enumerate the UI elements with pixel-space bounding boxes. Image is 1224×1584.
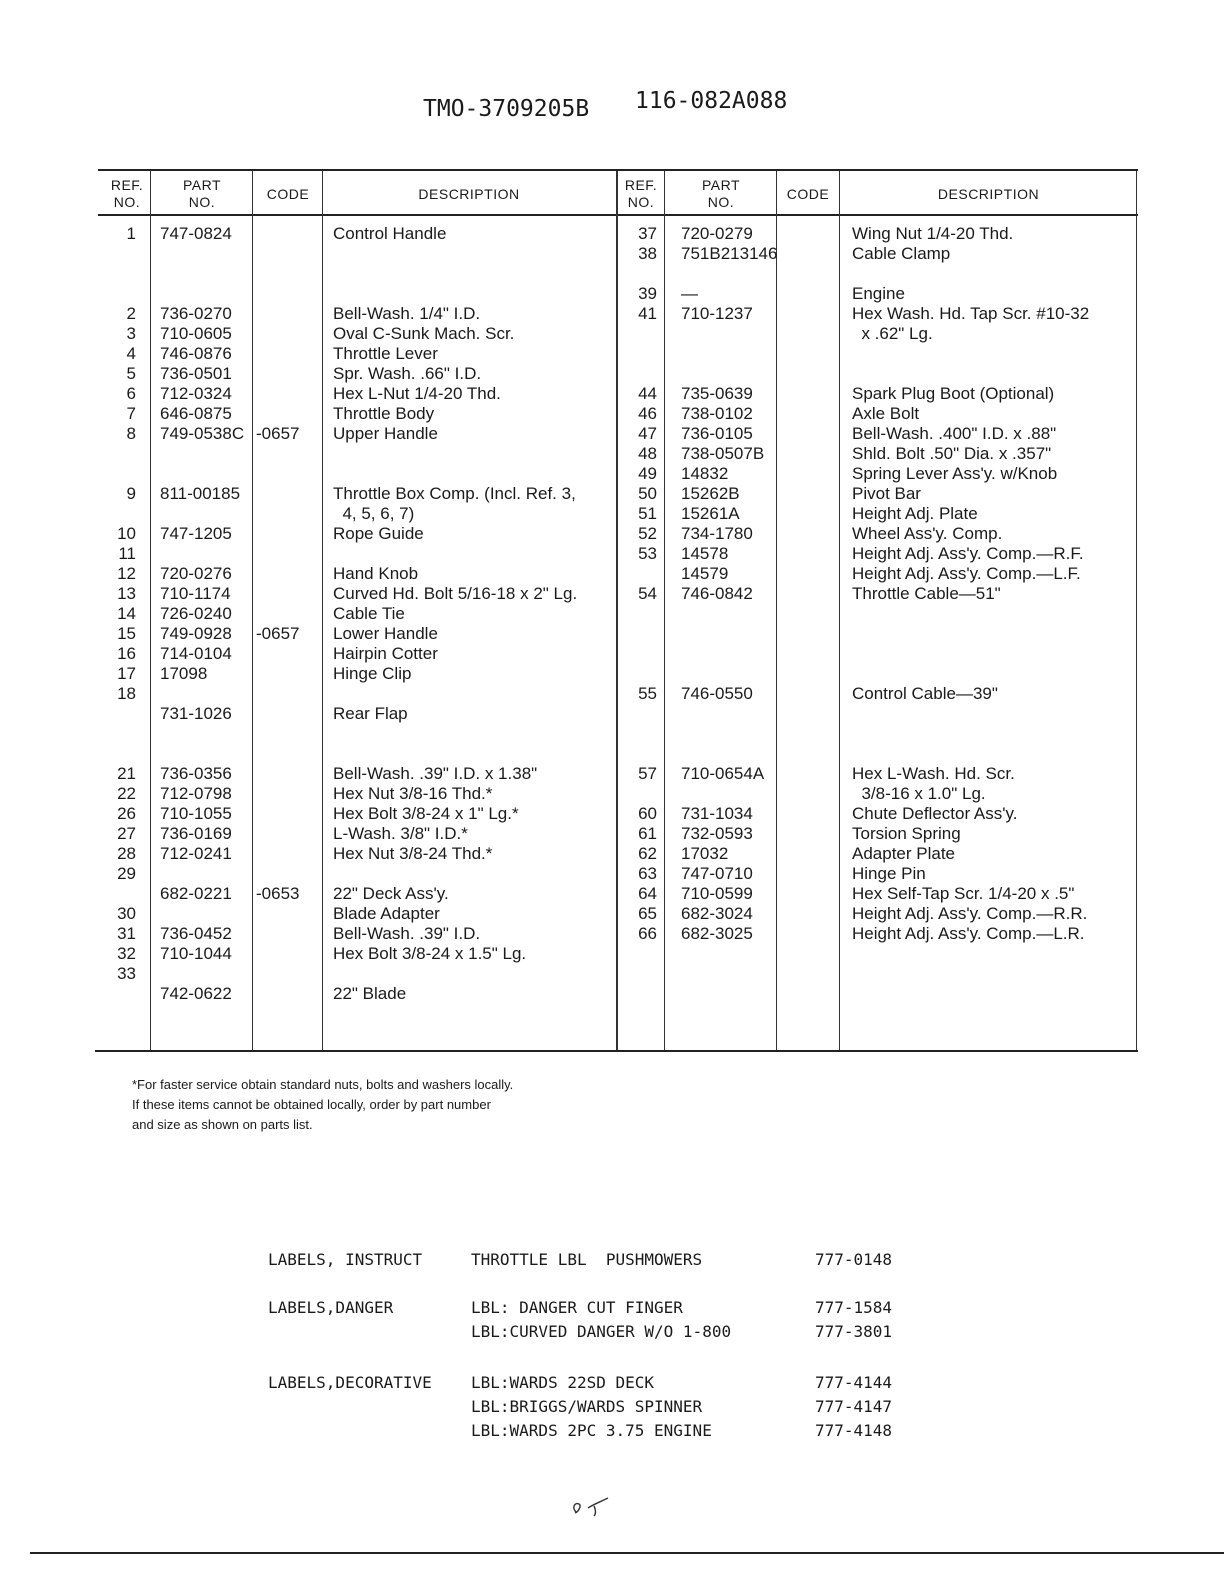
description: Spring Lever Ass'y. w/Knob bbox=[852, 464, 1058, 483]
part-number: 746-0550 bbox=[681, 684, 753, 703]
ref-number: 32 bbox=[117, 944, 136, 963]
description: Spr. Wash. .66" I.D. bbox=[333, 364, 482, 383]
footnote-line: and size as shown on parts list. bbox=[132, 1117, 313, 1132]
description: 22" Blade bbox=[333, 984, 407, 1003]
ref-number: 33 bbox=[117, 964, 136, 983]
ref-number: 66 bbox=[638, 924, 657, 943]
ref-number: 48 bbox=[638, 444, 657, 463]
ref-number: 5 bbox=[126, 364, 136, 383]
description: Control Handle bbox=[333, 224, 447, 243]
label-item: THROTTLE LBL PUSHMOWERS bbox=[471, 1250, 703, 1269]
part-number: 17032 bbox=[681, 844, 729, 863]
ref-number: 41 bbox=[638, 304, 657, 323]
footnote-line: *For faster service obtain standard nuts, bolts and washers locally. bbox=[132, 1077, 514, 1092]
ref-number: 2 bbox=[126, 304, 136, 323]
description: Bell-Wash. 1/4" I.D. bbox=[333, 304, 481, 323]
description: L-Wash. 3/8" I.D.* bbox=[333, 824, 468, 843]
part-number: 747-0710 bbox=[681, 864, 753, 883]
label-part-number: 777-4147 bbox=[815, 1397, 893, 1416]
part-number: 747-0824 bbox=[160, 224, 232, 243]
part-number: 682-3025 bbox=[681, 924, 753, 943]
code-value: -0657 bbox=[256, 624, 300, 643]
part-number: 732-0593 bbox=[681, 824, 753, 843]
ref-number: 55 bbox=[638, 684, 657, 703]
part-number: 710-1174 bbox=[160, 584, 231, 603]
description: Oval C-Sunk Mach. Scr. bbox=[333, 324, 515, 343]
label-part-number: 777-4148 bbox=[815, 1421, 893, 1440]
part-number: 14578 bbox=[681, 544, 729, 563]
description: Bell-Wash. .39" I.D. x 1.38" bbox=[333, 764, 538, 783]
ref-number: 22 bbox=[117, 784, 136, 803]
ref-number: 1 bbox=[126, 224, 136, 243]
ref-number: 21 bbox=[117, 764, 136, 783]
col-head-code: CODE bbox=[266, 186, 310, 202]
part-number: 747-1205 bbox=[160, 524, 232, 543]
part-number: 742-0622 bbox=[160, 984, 232, 1003]
ref-number: 30 bbox=[117, 904, 136, 923]
label-category: LABELS,DANGER bbox=[268, 1298, 394, 1317]
description: Shld. Bolt .50" Dia. x .357" bbox=[852, 444, 1052, 463]
part-number: 646-0875 bbox=[160, 404, 232, 423]
part-number: 712-0324 bbox=[160, 384, 232, 403]
ref-number: 8 bbox=[126, 424, 136, 443]
table-bottom-rule bbox=[95, 1050, 1138, 1052]
label-item: LBL:CURVED DANGER W/O 1-800 bbox=[471, 1322, 732, 1341]
ref-number: 37 bbox=[638, 224, 657, 243]
description: Engine bbox=[852, 284, 905, 303]
ref-number: 53 bbox=[638, 544, 657, 563]
ref-number: 15 bbox=[117, 624, 136, 643]
description: Height Adj. Ass'y. Comp.—L.F. bbox=[852, 564, 1081, 583]
part-number: 15261A bbox=[681, 504, 740, 523]
ref-number: 17 bbox=[117, 664, 136, 683]
label-item: LBL:BRIGGS/WARDS SPINNER bbox=[471, 1397, 703, 1416]
part-number: 738-0102 bbox=[681, 404, 753, 423]
ref-number: 62 bbox=[638, 844, 657, 863]
part-number: 736-0270 bbox=[160, 304, 232, 323]
ref-number: 18 bbox=[117, 684, 136, 703]
part-number: 726-0240 bbox=[160, 604, 232, 623]
col-head-part: PART NO. bbox=[182, 177, 222, 210]
col-head-ref: REF. NO. bbox=[624, 177, 658, 210]
model-code: TMO-3709205B bbox=[423, 96, 590, 122]
description: x .62" Lg. bbox=[852, 324, 933, 343]
ref-number: 51 bbox=[638, 504, 657, 523]
part-number: 712-0798 bbox=[160, 784, 232, 803]
description: Hex Nut 3/8-24 Thd.* bbox=[333, 844, 493, 863]
ref-number: 57 bbox=[638, 764, 657, 783]
ref-number: 26 bbox=[117, 804, 136, 823]
description: Hex Nut 3/8-16 Thd.* bbox=[333, 784, 493, 803]
part-number: 746-0876 bbox=[160, 344, 232, 363]
label-category: LABELS,DECORATIVE bbox=[268, 1373, 432, 1392]
code-value: -0657 bbox=[256, 424, 300, 443]
description: Pivot Bar bbox=[852, 484, 921, 503]
description: Bell-Wash. .400" I.D. x .88" bbox=[852, 424, 1057, 443]
part-number: 749-0538C bbox=[160, 424, 245, 443]
description: Blade Adapter bbox=[333, 904, 440, 923]
ref-number: 4 bbox=[126, 344, 136, 363]
ref-number: 49 bbox=[638, 464, 657, 483]
part-number: 710-0599 bbox=[681, 884, 753, 903]
col-head-description: DESCRIPTION bbox=[418, 186, 520, 202]
description: Cable Clamp bbox=[852, 244, 951, 263]
table-top-rule bbox=[98, 169, 1138, 171]
part-number: 736-0105 bbox=[681, 424, 753, 443]
part-number: 738-0507B bbox=[681, 444, 765, 463]
description: Hand Knob bbox=[333, 564, 419, 583]
description: Hex L-Nut 1/4-20 Thd. bbox=[333, 384, 501, 403]
part-number: 712-0241 bbox=[160, 844, 232, 863]
ref-number: 46 bbox=[638, 404, 657, 423]
part-number: 710-0605 bbox=[160, 324, 232, 343]
description: Hairpin Cotter bbox=[333, 644, 438, 663]
ref-number: 63 bbox=[638, 864, 657, 883]
description: Hex Bolt 3/8-24 x 1" Lg.* bbox=[333, 804, 519, 823]
part-number: 734-1780 bbox=[681, 524, 753, 543]
col-rule bbox=[839, 171, 840, 1050]
ref-number: 6 bbox=[126, 384, 136, 403]
ref-number: 3 bbox=[126, 324, 136, 343]
label-part-number: 777-4144 bbox=[815, 1373, 893, 1392]
part-number: 17098 bbox=[160, 664, 208, 683]
col-head-description: DESCRIPTION bbox=[937, 186, 1040, 202]
col-head-ref: REF. NO. bbox=[110, 177, 144, 210]
part-number: — bbox=[681, 284, 698, 303]
part-number: 736-0356 bbox=[160, 764, 232, 783]
part-number: 710-1044 bbox=[160, 944, 232, 963]
ref-number: 60 bbox=[638, 804, 657, 823]
description: Torsion Spring bbox=[852, 824, 961, 843]
part-number: 710-1055 bbox=[160, 804, 232, 823]
part-number: 735-0639 bbox=[681, 384, 753, 403]
part-number: 736-0169 bbox=[160, 824, 232, 843]
description: Bell-Wash. .39" I.D. bbox=[333, 924, 481, 943]
description: Hex Bolt 3/8-24 x 1.5" Lg. bbox=[333, 944, 527, 963]
label-part-number: 777-1584 bbox=[815, 1298, 893, 1317]
description: Hex Self-Tap Scr. 1/4-20 x .5" bbox=[852, 884, 1075, 903]
description: 4, 5, 6, 7) bbox=[333, 504, 415, 523]
description: Height Adj. Ass'y. Comp.—R.F. bbox=[852, 544, 1084, 563]
ref-number: 7 bbox=[126, 404, 136, 423]
label-item: LBL:WARDS 22SD DECK bbox=[471, 1373, 655, 1392]
part-number: 731-1026 bbox=[160, 704, 232, 723]
ref-number: 64 bbox=[638, 884, 657, 903]
description: Cable Tie bbox=[333, 604, 405, 623]
model-number: 116-082A088 bbox=[635, 88, 788, 114]
part-number: 682-3024 bbox=[681, 904, 753, 923]
part-number: 736-0501 bbox=[160, 364, 232, 383]
description: Hex L-Wash. Hd. Scr. bbox=[852, 764, 1015, 783]
ref-number: 39 bbox=[638, 284, 657, 303]
ref-number: 16 bbox=[117, 644, 136, 663]
description: 3/8-16 x 1.0" Lg. bbox=[852, 784, 986, 803]
ref-number: 10 bbox=[117, 524, 136, 543]
description: Throttle Box Comp. (Incl. Ref. 3, bbox=[333, 484, 576, 503]
description: Adapter Plate bbox=[852, 844, 956, 863]
part-number: 15262B bbox=[681, 484, 740, 503]
ref-number: 38 bbox=[638, 244, 657, 263]
col-head-part: PART NO. bbox=[701, 177, 741, 210]
page-bottom-rule bbox=[30, 1552, 1224, 1554]
description: Spark Plug Boot (Optional) bbox=[852, 384, 1055, 403]
col-rule bbox=[776, 171, 777, 1050]
ref-number: 27 bbox=[117, 824, 136, 843]
description: Height Adj. Ass'y. Comp.—L.R. bbox=[852, 924, 1085, 943]
footnote-line: If these items cannot be obtained locally, order by part number bbox=[132, 1097, 491, 1112]
part-number: 710-1237 bbox=[681, 304, 753, 323]
ref-number: 47 bbox=[638, 424, 657, 443]
ref-number: 14 bbox=[117, 604, 136, 623]
ref-number: 12 bbox=[117, 564, 136, 583]
col-rule bbox=[150, 171, 151, 1050]
part-number: 710-0654A bbox=[681, 764, 765, 783]
part-number: 749-0928 bbox=[160, 624, 232, 643]
description: Hex Wash. Hd. Tap Scr. #10-32 bbox=[852, 304, 1090, 323]
description: Hinge Clip bbox=[333, 664, 412, 683]
description: Rope Guide bbox=[333, 524, 424, 543]
description: Throttle Body bbox=[333, 404, 435, 423]
ref-number: 52 bbox=[638, 524, 657, 543]
ref-number: 9 bbox=[126, 484, 136, 503]
label-part-number: 777-0148 bbox=[815, 1250, 893, 1269]
description: Curved Hd. Bolt 5/16-18 x 2" Lg. bbox=[333, 584, 578, 603]
ref-number: 29 bbox=[117, 864, 136, 883]
part-number: 14579 bbox=[681, 564, 729, 583]
handwritten-mark bbox=[566, 1494, 616, 1520]
description: Upper Handle bbox=[333, 424, 438, 443]
description: 22" Deck Ass'y. bbox=[333, 884, 449, 903]
description: Hinge Pin bbox=[852, 864, 926, 883]
ref-number: 65 bbox=[638, 904, 657, 923]
ref-number: 61 bbox=[638, 824, 657, 843]
ref-number: 11 bbox=[118, 544, 136, 563]
part-number: 746-0842 bbox=[681, 584, 753, 603]
part-number: 14832 bbox=[681, 464, 729, 483]
part-number: 720-0276 bbox=[160, 564, 232, 583]
description: Wing Nut 1/4-20 Thd. bbox=[852, 224, 1014, 243]
part-number: 751B213146 bbox=[681, 244, 778, 263]
ref-number: 31 bbox=[117, 924, 136, 943]
part-number: 714-0104 bbox=[160, 644, 232, 663]
description: Throttle Cable—51" bbox=[852, 584, 1001, 603]
ref-number: 54 bbox=[638, 584, 657, 603]
label-category: LABELS, INSTRUCT bbox=[268, 1250, 423, 1269]
col-rule bbox=[252, 171, 253, 1050]
ref-number: 13 bbox=[117, 584, 136, 603]
description: Axle Bolt bbox=[852, 404, 920, 423]
description: Control Cable—39" bbox=[852, 684, 998, 703]
description: Height Adj. Ass'y. Comp.—R.R. bbox=[852, 904, 1088, 923]
description: Chute Deflector Ass'y. bbox=[852, 804, 1018, 823]
part-number: 811-00185 bbox=[160, 484, 241, 503]
table-header-rule bbox=[98, 214, 1138, 216]
part-number: 736-0452 bbox=[160, 924, 232, 943]
col-rule bbox=[664, 171, 665, 1050]
code-value: -0653 bbox=[256, 884, 300, 903]
label-item: LBL:WARDS 2PC 3.75 ENGINE bbox=[471, 1421, 712, 1440]
part-number: 731-1034 bbox=[681, 804, 753, 823]
col-head-code: CODE bbox=[786, 186, 830, 202]
part-number: 720-0279 bbox=[681, 224, 753, 243]
description: Wheel Ass'y. Comp. bbox=[852, 524, 1003, 543]
ref-number: 28 bbox=[117, 844, 136, 863]
description: Throttle Lever bbox=[333, 344, 438, 363]
ref-number: 50 bbox=[638, 484, 657, 503]
col-rule bbox=[322, 171, 323, 1050]
label-part-number: 777-3801 bbox=[815, 1322, 893, 1341]
ref-number: 44 bbox=[638, 384, 657, 403]
description: Lower Handle bbox=[333, 624, 438, 643]
description: Height Adj. Plate bbox=[852, 504, 978, 523]
col-rule bbox=[1136, 171, 1137, 1050]
label-item: LBL: DANGER CUT FINGER bbox=[471, 1298, 683, 1317]
footnote bbox=[132, 1075, 513, 1135]
part-number: 682-0221 bbox=[160, 884, 232, 903]
description: Rear Flap bbox=[333, 704, 408, 723]
